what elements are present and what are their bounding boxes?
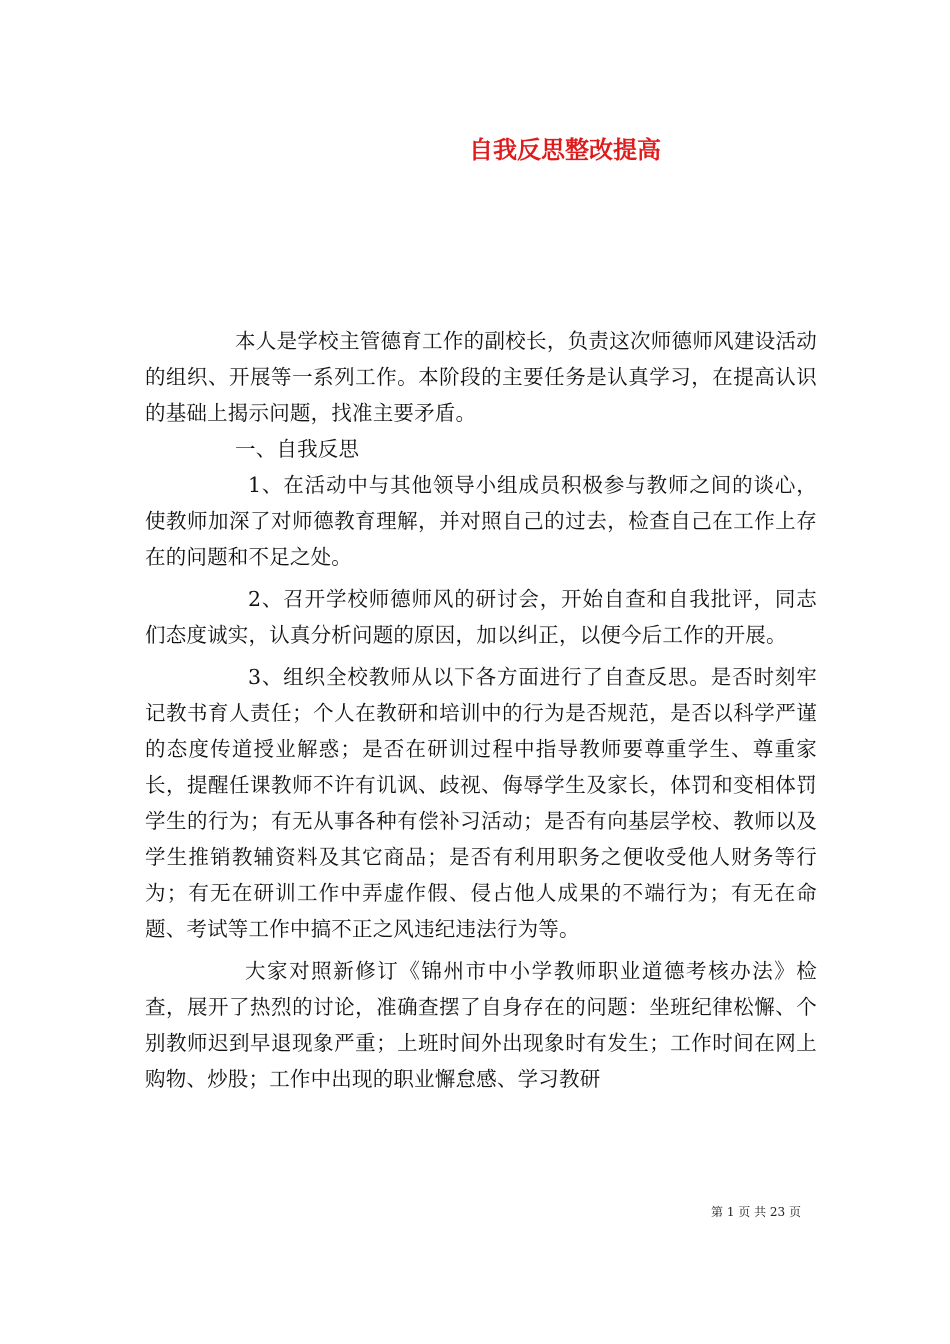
- paragraph-item-3: 3、组织全校教师从以下各方面进行了自查反思。是否时刻牢记教书育人责任；个人在教研和培训中的行为是否规范，是否以科学严谨的态度传道授业解惑；是否在研训过程中指导教师要尊重学生、尊重家长，提醒任课教师不许有讥讽、歧视、侮辱学生及家长，体罚和变相体罚学生的行为；有无从事各种有偿补习活动；是否有向基层学校、教师以及学生推销教辅资料及其它商品；是否有利用职务之便收受他人财务等行为；有无在研训工作中弄虚作假、侵占他人成果的不端行为；有无在命题、考试等工作中搞不正之风违纪违法行为等。: [145, 665, 817, 941]
- paragraph-intro: 本人是学校主管德育工作的副校长，负责这次师德师风建设活动的组织、开展等一系列工作。本阶段的主要任务是认真学习，在提高认识的基础上揭示问题，找准主要矛盾。: [145, 329, 817, 425]
- document-title: 自我反思整改提高: [469, 135, 661, 164]
- page-number: 第 1 页 共 23 页: [711, 1205, 801, 1219]
- paragraph-item-2: 2、召开学校师德师风的研讨会，开始自查和自我批评，同志们态度诚实，认真分析问题的原因，加以纠正，以便今后工作的开展。: [145, 587, 817, 647]
- document-body: [145, 323, 817, 1097]
- paragraph-discussion: 大家对照新修订《锦州市中小学教师职业道德考核办法》检查，展开了热烈的讨论，准确查摆了自身存在的问题：坐班纪律松懈、个别教师迟到早退现象严重；上班时间外出现象时有发生；工作时间在网上购物、炒股；工作中出现的职业懈怠感、学习教研: [145, 959, 817, 1091]
- section-heading-self-reflection: 一、自我反思: [235, 437, 360, 461]
- paragraph-item-1: 1、在活动中与其他领导小组成员积极参与教师之间的谈心，使教师加深了对师德教育理解，并对照自己的过去，检查自己在工作上存在的问题和不足之处。: [145, 473, 817, 569]
